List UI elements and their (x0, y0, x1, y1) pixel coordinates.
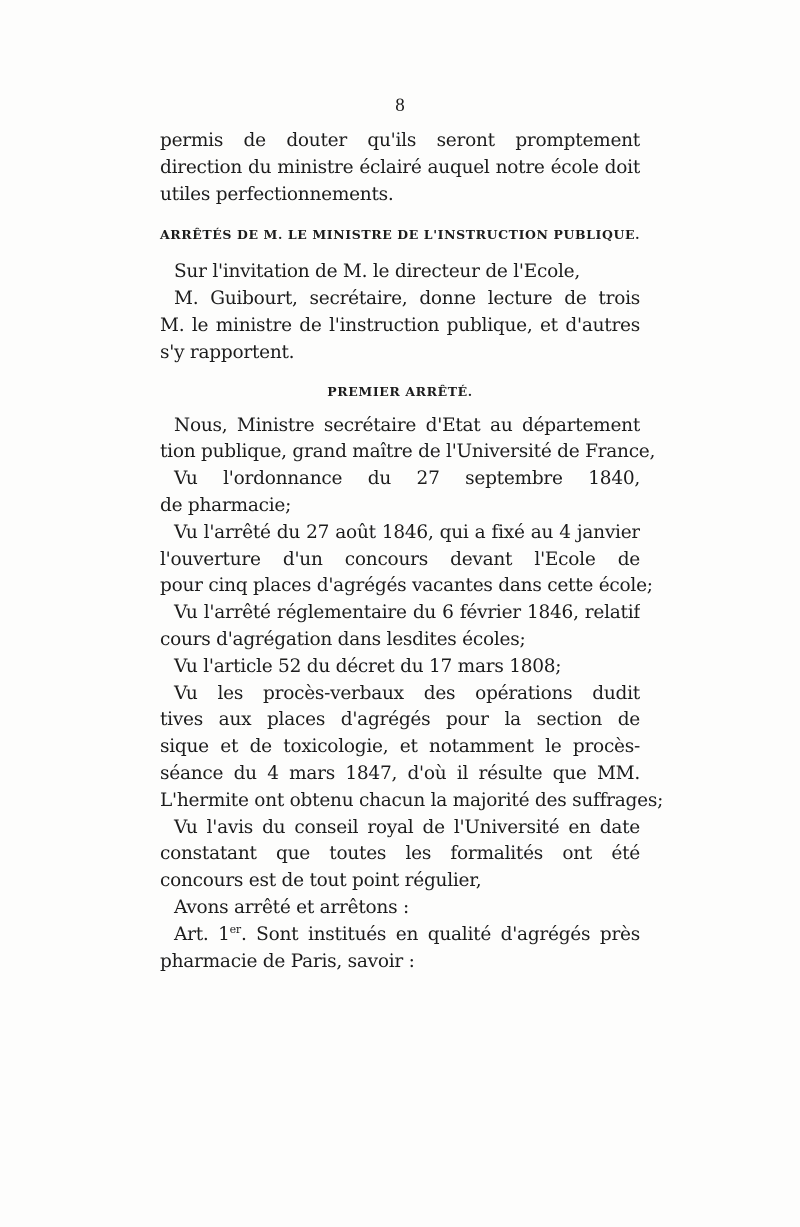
article-label: Art. 1 (174, 923, 230, 945)
text-line: constatant que toutes les formalités ont été (160, 843, 640, 865)
text-line: pour cinq places d'agrégés vacantes dans cette école; (160, 575, 653, 597)
text-line: L'hermite ont obtenu chacun la majorité des suffrages; (160, 789, 664, 811)
text-line: l'ouverture d'un concours devant l'Ecole de (160, 548, 640, 570)
text-line: tion publique, grand maître de l'Université de France, (160, 441, 656, 463)
text-line: Avons arrêté et arrêtons : (174, 896, 409, 918)
text-line: de pharmacie; (160, 494, 292, 516)
text-line: cours d'agrégation dans lesdites écoles; (160, 628, 526, 650)
text-line: Vu les procès-verbaux des opérations dudit (174, 682, 640, 704)
text-line: s'y rapportent. (160, 341, 295, 363)
text-line: permis de douter qu'ils seront promptement (160, 130, 640, 151)
article-text: . Sont institués en qualité d'agrégés près (240, 923, 640, 945)
article-ordinal: er (229, 922, 241, 936)
text-line: Vu l'avis du conseil royal de l'Université en date (174, 816, 640, 838)
text-line: M. Guibourt, secrétaire, donne lecture de trois (174, 288, 640, 310)
text-line: sique et de toxicologie, et notamment le procès- (160, 736, 640, 758)
text-line: Vu l'arrêté du 27 août 1846, qui a fixé au 4 janvier (174, 521, 640, 543)
text-line: pharmacie de Paris, savoir : (160, 950, 415, 972)
text-line: Sur l'invitation de M. le directeur de l'Ecole, (174, 261, 580, 283)
text-line: concours est de tout point régulier, (160, 870, 482, 892)
article-line (160, 922, 640, 949)
text-line: Vu l'article 52 du décret du 17 mars 1808; (174, 655, 562, 677)
text-line: séance du 4 mars 1847, d'où il résulte que MM. (160, 762, 640, 784)
text-line: Nous, Ministre secrétaire d'Etat au département (174, 414, 640, 436)
section-heading: ARRÊTÉS DE M. LE MINISTRE DE L'INSTRUCTION PUBLIQUE. (160, 227, 641, 243)
text-line: M. le ministre de l'instruction publique, et d'autres (160, 314, 640, 336)
page-number: 8 (395, 95, 405, 116)
text-line: Vu l'arrêté réglementaire du 6 février 1846, relatif (174, 602, 640, 624)
text-line: tives aux places d'agrégés pour la section de (160, 709, 640, 731)
text-line: utiles perfectionnements. (160, 183, 394, 205)
text-line: Vu l'ordonnance du 27 septembre 1840, (174, 468, 640, 490)
text-line: direction du ministre éclairé auquel notre école doit (160, 156, 640, 178)
subsection-heading: PREMIER ARRÊTÉ. (327, 383, 473, 399)
text-block (160, 128, 664, 975)
